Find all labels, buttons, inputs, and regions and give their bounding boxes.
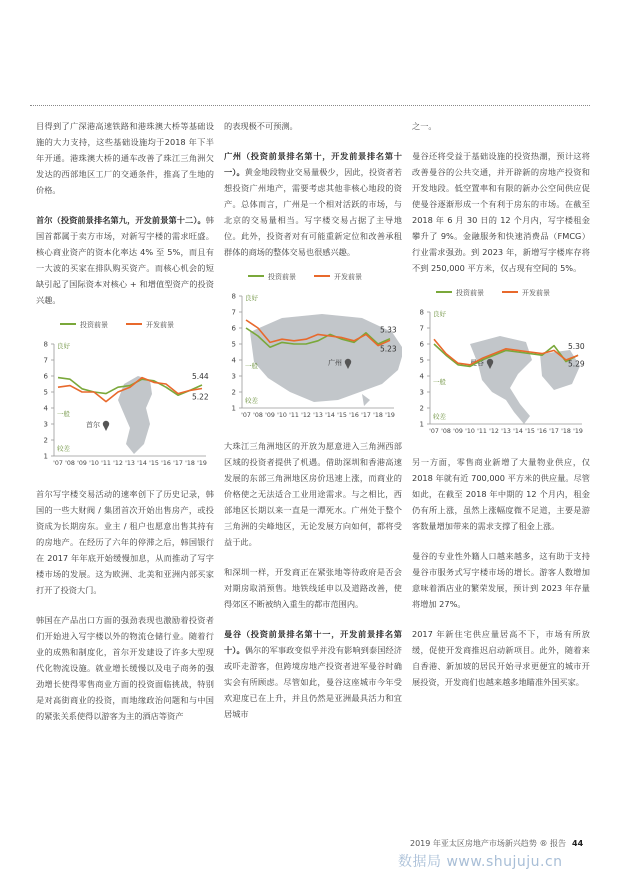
x-tick-label: '08 bbox=[253, 412, 263, 419]
column-1 bbox=[36, 118, 214, 724]
zone-label-fair: 一般 bbox=[57, 410, 70, 418]
city-map-silhouette bbox=[118, 376, 152, 454]
x-tick-label: '14 bbox=[513, 428, 523, 435]
x-tick-label: '12 bbox=[113, 460, 123, 467]
paragraph: 目得到了广深港高速铁路和港珠澳大桥等基础设施的大力支持，这些基础设施均于2018 年下半年开通。港珠澳大桥的通车改善了珠江三角洲欠发达的西部地区工厂的交通条件，推高了生地的价格。 bbox=[36, 121, 214, 195]
zone-label-good: 良好 bbox=[57, 342, 70, 350]
x-tick-label: '14 bbox=[325, 412, 335, 419]
city-marker-pin-tip bbox=[103, 425, 109, 431]
y-tick-label: 7 bbox=[43, 356, 48, 365]
paragraph: 2017 年新住宅供应量居高不下，市场有所放缓，促使开发商推迟启动新项目。此外，随着来自香港、新加坡的居民开始寻求更便宜的城市开展投资，开发商们也越来越多地瞄准外国买家。 bbox=[412, 629, 590, 687]
x-tick-label: '07 bbox=[429, 428, 439, 435]
y-tick-label: 7 bbox=[231, 308, 236, 317]
y-tick-label: 3 bbox=[43, 420, 48, 429]
x-tick-label: '08 bbox=[65, 460, 75, 467]
x-tick-label: '16 bbox=[349, 412, 359, 419]
x-tick-label: '09 bbox=[453, 428, 463, 435]
paragraph: 另一方面，零售商业新增了大量物业供应，仅 2018 年就有近 700,000 平方米的供应量。尽管如此，在截至 2018 年中期的 12 个月内，租金仍有所上涨，虽然上涨幅度微不足道，主要是游客数量增加带来的需求支撑了租金上涨。 bbox=[412, 457, 590, 531]
zone-label-poor: 较差 bbox=[433, 412, 446, 421]
x-tick-label: '14 bbox=[137, 460, 147, 467]
x-tick-label: '16 bbox=[537, 428, 547, 435]
bangkok-text: 偶尔的军事政变似乎并没有影响到泰国经济或吓走游客，但跨境房地产投资者进军曼谷时确实会有所顾虑。尽管如此，曼谷这座城市今年受欢迎度已在上升，并且仍然是亚洲最具活力和宜居城市 bbox=[224, 645, 402, 719]
bangkok-heading: 曼谷（投资前景排名第十一，开发前景排名第十）。 bbox=[224, 629, 402, 655]
y-tick-label: 1 bbox=[419, 420, 424, 429]
y-tick-label: 5 bbox=[419, 356, 424, 365]
x-tick-label: '13 bbox=[313, 412, 323, 419]
guangzhou-text: 黄金地段物业交易量极少，因此，投资者若想投资广州地产，需要考虑其他非核心地段的资产。总体而言，广州是一个相对活跃的市场，与北京的交易量相当。写字楼交易占据了主导地位。此外，投资者对有可能重新定位和改善承租群体的商场的整体交易也很感兴趣。 bbox=[224, 167, 402, 257]
y-tick-label: 3 bbox=[419, 388, 424, 397]
paragraph: 韩国在产品出口方面的强劲表现也激励着投资者们开始进入写字楼以外的物流仓储行业。随着行业的成熟和制度化，首尔开发建设了许多大型现代化物流设施。就业增长缓慢以及电子商务的强劲增长使得零售商业方面的投资面临挑战，特别是对高街商业的投资，而地缘政治问题和与中国的紧张关系使得以游客为主的酒店等资产 bbox=[36, 615, 214, 721]
y-tick-label: 4 bbox=[231, 356, 236, 365]
y-tick-label: 5 bbox=[231, 340, 236, 349]
x-tick-label: '11 bbox=[289, 412, 299, 419]
x-tick-label: '19 bbox=[197, 460, 207, 467]
y-tick-label: 1 bbox=[43, 452, 48, 461]
y-tick-label: 7 bbox=[419, 324, 424, 333]
watermark-text: 数据局 www.shujuju.cn bbox=[398, 854, 563, 870]
paragraph: 和深圳一样，开发商正在紧张地等待政府是否会对期房取消预售。地铁线延申以及道路改善，使得郊区不断被纳入重生的都市范围内。 bbox=[224, 567, 402, 609]
y-tick-label: 6 bbox=[43, 372, 48, 381]
page-number: 44 bbox=[572, 839, 584, 848]
legend-invest-label: 投资前景 bbox=[456, 289, 484, 297]
guangzhou-chart bbox=[224, 268, 402, 428]
paragraph: 曼谷的专业性外籍人口越来越多，这有助于支持曼谷市服务式写字楼市场的增长。游客人数增加意味着酒店业的繁荣发展，预计到 2023 年存量将增加 27%。 bbox=[412, 551, 590, 609]
zone-label-good: 良好 bbox=[433, 310, 446, 318]
x-tick-label: '11 bbox=[101, 460, 111, 467]
seoul-chart-svg bbox=[36, 316, 214, 476]
y-tick-label: 6 bbox=[419, 340, 424, 349]
y-tick-label: 3 bbox=[231, 372, 236, 381]
legend-invest-label: 投资前景 bbox=[80, 321, 108, 329]
column-3 bbox=[412, 118, 590, 690]
x-tick-label: '13 bbox=[501, 428, 511, 435]
zone-label-fair: 一般 bbox=[245, 362, 258, 370]
x-tick-label: '11 bbox=[477, 428, 487, 435]
end-label-invest: 5.33 bbox=[380, 325, 397, 335]
zone-label-good: 良好 bbox=[245, 294, 258, 302]
paragraph: 大珠江三角洲地区的开放为愿意进入三角洲西部区域的投资者提供了机遇。借助深圳和香港高速发展的东部三角洲地区房价迅速上涨，而商业的价格使之无法适合工业用途需求。与之相比，西部地区长期以来一直是一潭死水。广州处于整个三角洲的尖峰地区，无论发展方向如何，都将受益于此。 bbox=[224, 441, 402, 547]
x-tick-label: '18 bbox=[561, 428, 571, 435]
x-tick-label: '08 bbox=[441, 428, 451, 435]
x-tick-label: '17 bbox=[549, 428, 559, 435]
top-dotted-divider bbox=[30, 105, 590, 106]
x-tick-label: '18 bbox=[185, 460, 195, 467]
y-tick-label: 2 bbox=[43, 436, 48, 445]
city-label: 广州 bbox=[328, 359, 342, 367]
end-label-dev: 5.22 bbox=[192, 392, 209, 402]
column-2 bbox=[224, 118, 402, 722]
x-tick-label: '17 bbox=[173, 460, 183, 467]
seoul-chart bbox=[36, 316, 214, 476]
y-tick-label: 5 bbox=[43, 388, 48, 397]
x-tick-label: '18 bbox=[373, 412, 383, 419]
city-label: 曼谷 bbox=[470, 359, 484, 367]
x-tick-label: '15 bbox=[337, 412, 347, 419]
x-tick-label: '13 bbox=[125, 460, 135, 467]
x-tick-label: '10 bbox=[277, 412, 287, 419]
map-shape bbox=[470, 336, 580, 424]
x-tick-label: '19 bbox=[573, 428, 583, 435]
bangkok-chart bbox=[412, 284, 590, 444]
y-tick-label: 2 bbox=[419, 404, 424, 413]
y-tick-label: 6 bbox=[231, 324, 236, 333]
seoul-text: 韩国首都属于卖方市场，对新写字楼的需求旺盛。核心商业资产的资本化率达 4% 至 5%，而且有一大波的买家在排队购买资产。而核心机会的短缺引起了国际资本对核心 + 和增值型资产的投资兴趣。 bbox=[36, 215, 214, 305]
y-tick-label: 8 bbox=[419, 308, 424, 317]
x-tick-label: '07 bbox=[241, 412, 251, 419]
end-label-invest: 5.30 bbox=[568, 342, 585, 352]
bangkok-section bbox=[224, 626, 402, 722]
x-tick-label: '17 bbox=[361, 412, 371, 419]
zone-label-poor: 较差 bbox=[57, 444, 70, 453]
x-tick-label: '09 bbox=[77, 460, 87, 467]
x-tick-label: '09 bbox=[265, 412, 275, 419]
legend-dev-label: 开发前景 bbox=[522, 289, 550, 297]
paragraph: 首尔写字楼交易活动的速率创下了历史记录，韩国的一些大财阀 / 集团首次开始出售房产，或投资成为长期房东。业主 / 租户也愿意出售其持有的房地产。在经历了六年的停滞之后，韩国银行在 2017 年年底开始缓慢加息，从而推动了写字楼市场的发展。这为欧洲、北美和亚洲内部买家打开了投资大门。 bbox=[36, 489, 214, 595]
x-tick-label: '10 bbox=[89, 460, 99, 467]
y-tick-label: 8 bbox=[231, 292, 236, 301]
legend-invest-label: 投资前景 bbox=[268, 273, 296, 281]
end-label-dev: 5.23 bbox=[380, 344, 397, 354]
guangzhou-heading: 广州（投资前景排名第十，开发前景排名第十一）。 bbox=[224, 151, 402, 177]
x-tick-label: '19 bbox=[385, 412, 395, 419]
y-tick-label: 4 bbox=[419, 372, 424, 381]
zone-label-fair: 一般 bbox=[433, 378, 446, 386]
city-map-silhouette bbox=[470, 336, 580, 424]
seoul-section bbox=[36, 212, 214, 308]
y-tick-label: 2 bbox=[231, 388, 236, 397]
legend-dev-label: 开发前景 bbox=[334, 273, 362, 281]
paragraph: 之一。 bbox=[412, 121, 437, 131]
guangzhou-chart-svg bbox=[224, 268, 402, 428]
legend-dev-label: 开发前景 bbox=[146, 321, 174, 329]
x-tick-label: '16 bbox=[161, 460, 171, 467]
y-tick-label: 4 bbox=[43, 404, 48, 413]
zone-label-poor: 较差 bbox=[245, 396, 258, 405]
x-tick-label: '12 bbox=[301, 412, 311, 419]
paragraph: 的表现极不可预测。 bbox=[224, 121, 298, 131]
seoul-heading: 首尔（投资前景排名第九，开发前景第十二）。 bbox=[36, 215, 206, 225]
x-tick-label: '12 bbox=[489, 428, 499, 435]
x-tick-label: '15 bbox=[525, 428, 535, 435]
map-shape bbox=[118, 376, 152, 454]
x-tick-label: '10 bbox=[465, 428, 475, 435]
guangzhou-section bbox=[224, 148, 402, 260]
footer-report-title: 2019 年亚太区房地产市场新兴趋势 ® 报告 bbox=[410, 839, 566, 848]
bangkok-chart-svg bbox=[412, 284, 590, 444]
end-label-invest: 5.44 bbox=[192, 371, 209, 381]
y-tick-label: 8 bbox=[43, 340, 48, 349]
x-tick-label: '15 bbox=[149, 460, 159, 467]
end-label-dev: 5.29 bbox=[568, 359, 585, 369]
paragraph: 曼谷还将受益于基础设施的投资热潮，预计这将改善曼谷的公共交通，并开辟新的房地产投资和开发地段。低空置率和有限的新办公空间供应促使曼谷逐渐形成一个有利于房东的市场。在截至 2018 年 6 月 30 日的 12 个月内，写字楼租金攀升了 9%。金融服务和快速消费品（FMCG）行业需求强劲。到 2023 年，新增写字楼库存将不到 250,000 平方米，仅占现有空间的 5%。 bbox=[412, 151, 590, 273]
city-label: 首尔 bbox=[86, 421, 100, 429]
y-tick-label: 1 bbox=[231, 404, 236, 413]
x-tick-label: '07 bbox=[53, 460, 63, 467]
page-footer bbox=[410, 838, 610, 849]
